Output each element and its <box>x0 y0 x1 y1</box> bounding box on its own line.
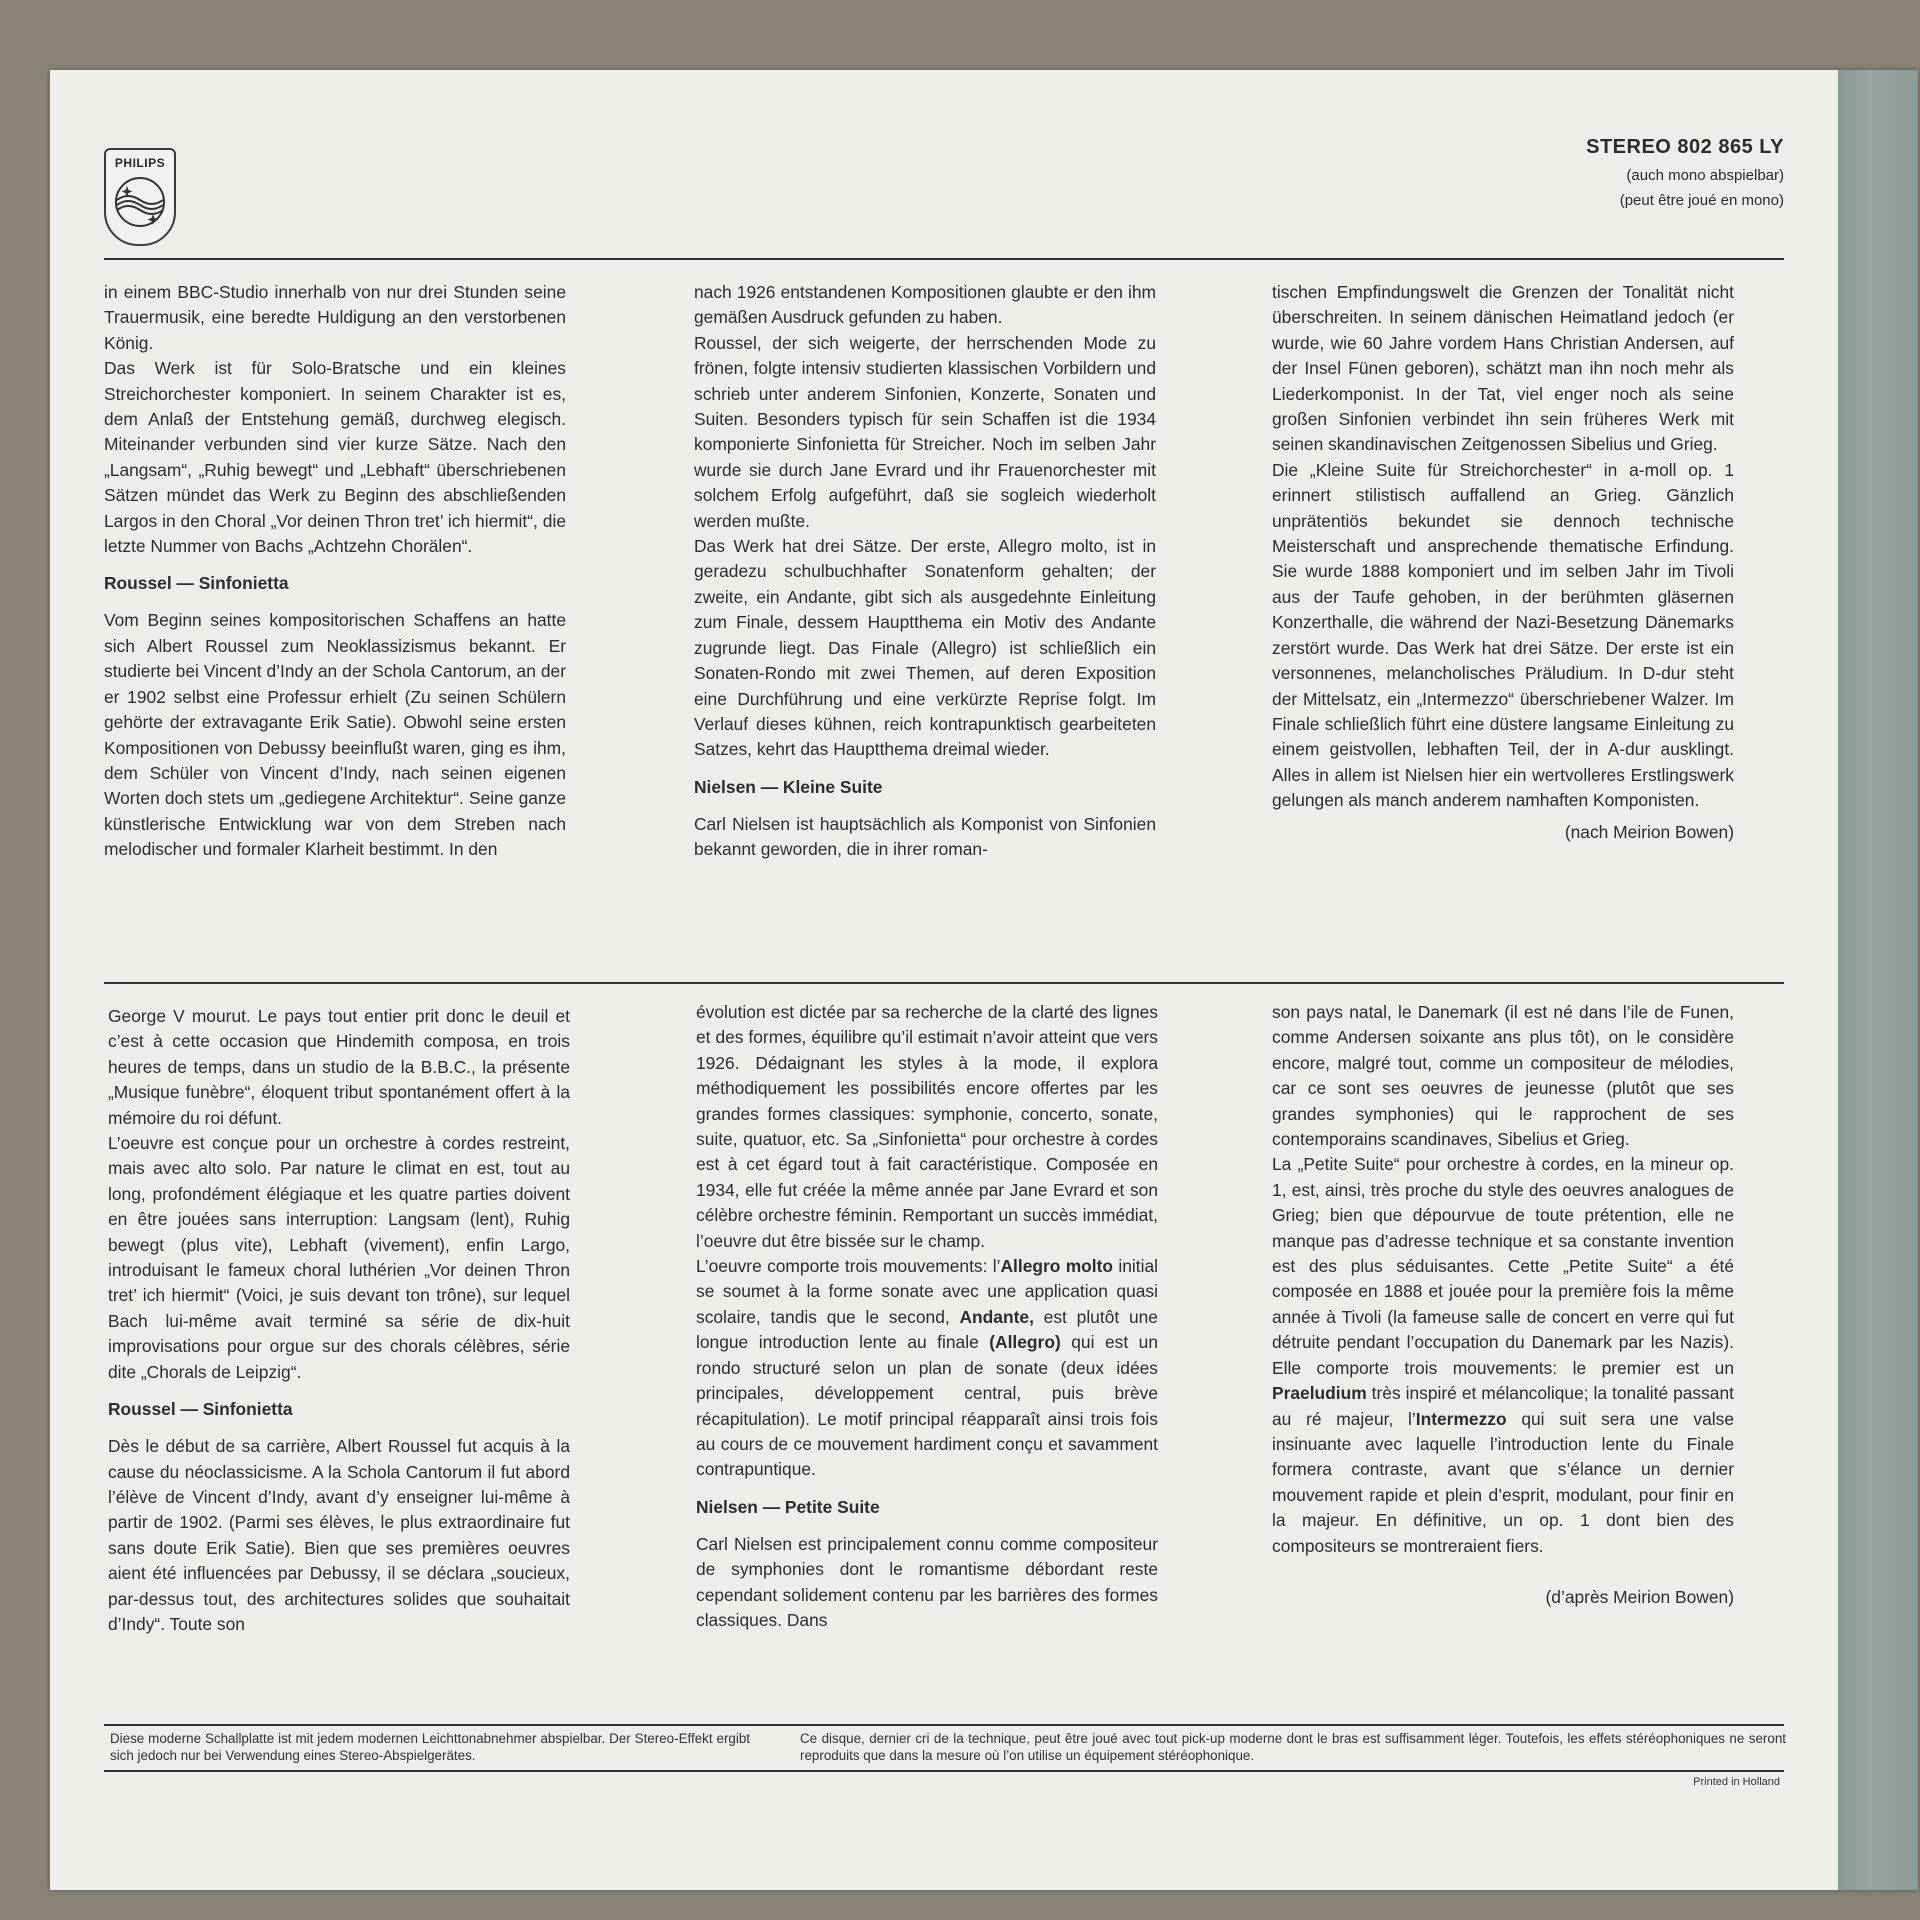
section-heading: Roussel — Sinfonietta <box>108 1399 293 1420</box>
paragraph: L’oeuvre comporte trois mouvements: l’Allegro molto initial se soumet à la forme sonate avec une application quasi scolaire, tandis que le second, Andante, est plutôt une longue introduction lente au finale (Allegro) qui est un rondo structuré selon un plan de sonate (deux idées principales, développement central, puis brève récapitulation). Le motif principal réapparaît ainsi trois fois au cours de ce mouvement hardiment conçu et savamment contrapuntique. <box>696 1256 1158 1480</box>
paragraph: L’oeuvre est conçue pour un orchestre à cordes restreint, mais avec alto solo. Par nature le climat en est, tout au long, profondément élégiaque et les quatre parties doivent en être jouées sans interruption: Langsam (lent), Ruhig bewegt (plus vite), Lebhaft (vivement), enfin Largo, introduisant le fameux choral luthérien „Vor deinen Thron tret’ ich hiermit“ (Voici, je suis devant ton trône), sur lequel Bach lui-même avait terminé sa série de dix-huit improvisations pour orgue sur des chorals célèbres, série dite „Chorals de Leipzig“. <box>108 1133 570 1382</box>
attribution: (nach Meirion Bowen) <box>1564 821 1734 842</box>
sleeve-spine <box>1838 70 1918 1890</box>
record-sleeve-back <box>50 70 1918 1890</box>
printed-in-note: Printed in Holland <box>1693 1776 1780 1788</box>
paragraph: Carl Nielsen est principalement connu comme compositeur de symphonies dont le romantisme débordant reste cependant solidement contenu par les barrières des formes classiques. Dans <box>696 1533 1158 1630</box>
paragraph: Carl Nielsen ist hauptsächlich als Komponist von Sinfonien bekannt geworden, die in ihrer roman- <box>694 813 1156 860</box>
paragraph: son pays natal, le Danemark (il est né dans l’ile de Funen, comme Andersen soixante ans plus tôt), on le considère encore, malgré tout, comme un compositeur de mélodies, car ce sont ses oeuvres de jeunesse (plutôt que ses grandes symphonies) qui le rapprochent de ses contemporains scandinaves, Sibelius et Grieg. <box>1272 1002 1734 1150</box>
attribution: (d’après Meirion Bowen) <box>1545 1586 1734 1607</box>
mono-note-french: (peut être joué en mono) <box>1619 192 1784 209</box>
paragraph: Vom Beginn seines kompositorischen Schaffens an hatte sich Albert Roussel zum Neoklassizismus bekannt. Er studierte bei Vincent d’Indy an der Schola Cantorum, an der er 1902 selbst eine Professur erhielt (Zu seinen Schülern gehörte der extravagante Erik Satie). Obwohl seine ersten Kompositionen von Debussy beeinflußt waren, ging es ihm, dem Schüler von Vincent d’Indy, nach seinen eigenen Worten doch stets um „gediegene Architektur“. Seine ganze künstlerische Entwicklung war von dem Streben nach melodischer und formaler Klarheit bestimmt. In den <box>104 610 566 860</box>
paragraph: évolution est dictée par sa recherche de la clarté des lignes et des formes, équilibre qu’il estimait n’avoir atteint que vers 1926. Dédaignant les styles à la mode, il explora méthodiquement les possibilités encore offertes par les grandes formes classiques: symphonie, concerto, sonate, suite, quatuor, etc. Sa „Sinfonietta“ pour orchestre à cordes est à cet égard tout à fait caractéristique. Composée en 1934, elle fut créée la même année par Jane Evrard et son célèbre orchestre féminin. Remportant un succès immédiat, l’oeuvre dut être bissée sur le champ. <box>696 1002 1158 1251</box>
german-column-3 <box>1272 280 1734 845</box>
section-heading: Roussel — Sinfonietta <box>104 573 289 594</box>
paragraph: Das Werk hat drei Sätze. Der erste, Allegro molto, ist in geradezu schulbuchhafter Sonatenform gehalten; der zweite, ein Andante, gibt sich als ausgedehnte Einleitung zum Finale, dessem Hauptthema ein Motiv des Andante zugrunde liegt. Das Finale (Allegro) ist schließlich ein Sonaten-Rondo mit zwei Themen, auf deren Exposition eine Durchführung und eine verkürzte Reprise folgt. Im Verlauf dieses kühnen, reich kontrapunktisch gearbeiteten Satzes, kehrt das Hauptthema dreimal wieder. <box>694 536 1156 760</box>
mono-note-german: (auch mono abspielbar) <box>1626 167 1784 184</box>
footer-german-note: Diese moderne Schallplatte ist mit jedem modernen Leichttonabnehmer abspielbar. Der Stereo-Effekt ergibt sich jedoch nur bei Verwendung eines Stereo-Abspielgerätes. <box>110 1731 750 1763</box>
paragraph: nach 1926 entstandenen Kompositionen glaubte er den ihm gemäßen Ausdruck gefunden zu haben. <box>694 282 1156 328</box>
french-column-1 <box>108 1004 570 1637</box>
paragraph: Dès le début de sa carrière, Albert Roussel fut acquis à la cause du néoclassicisme. A la Schola Cantorum il fut abord l’élève de Vincent d’Indy, avant d’y enseigner lui-même à partir de 1902. (Parmi ses élèves, le plus extraordinaire fut sans doute Erik Satie). Bien que ses premières oeuvres aient été influencées par Debussy, il se déclara „soucieux, par-dessus tout, des architectures solides que souhaitait d’Indy“. Toute son <box>108 1436 570 1634</box>
french-column-2 <box>696 1000 1158 1633</box>
paragraph: Das Werk ist für Solo-Bratsche und ein kleines Streichorchester komponiert. In seinem Charakter ist es, dem Anlaß der Entstehung gemäß, durchweg elegisch. Miteinander verbunden sind vier kurze Sätze. Nach den „Langsam“, „Ruhig bewegt“ und „Lebhaft“ überschriebenen Sätzen mündet das Werk zu Beginn des abschließenden Largos in den Choral „Vor deinen Thron tret’ ich hiermit“, die letzte Nummer von Bachs „Achtzehn Chorälen“. <box>104 358 566 557</box>
paragraph: in einem BBC-Studio innerhalb von nur drei Stunden seine Trauermusik, eine beredte Huldigung an den verstorbenen König. <box>104 282 566 353</box>
french-column-3 <box>1272 1000 1734 1610</box>
footer-top-divider <box>104 1724 1784 1726</box>
catalog-number: STEREO 802 865 LY <box>1586 136 1784 158</box>
german-column-2 <box>694 280 1156 863</box>
german-column-1 <box>104 280 566 863</box>
footer-french-note: Ce disque, dernier cri de la technique, peut être joué avec tout pick-up moderne dont le bras est suffisamment léger. Toutefois, les effets stéréophoniques ne seront reproduits que dans la mesure où l’on utilise un équipement stéréophonique. <box>800 1731 1786 1763</box>
paragraph: La „Petite Suite“ pour orchestre à cordes, en la mineur op. 1, est, ainsi, très proche du style des oeuvres analogues de Grieg; bien que dépourvue de toute prétention, elle ne manque pas d’adresse technique et sa constante invention est des plus séduisantes. Cette „Petite Suite“ a été composée en 1888 et jouée pour la première fois la même année à Tivoli (la fameuse salle de concert en verre qui fut détruite pendant l’occupation du Danemark par les Nazis). Elle comporte trois mouvements: le premier est un Praeludium très inspiré et mélancolique; la tonalité passant au ré majeur, l’Intermezzo qui suit sera une valse insinuante avec laquelle l’introduction lente du Finale formera contraste, avant que s’élance un dernier mouvement rapide et plein d’esprit, modulant, pour finir en la majeur. En définitive, un op. 1 dont bien des compositeurs se montreraient fiers. <box>1272 1154 1734 1556</box>
paragraph: tischen Empfindungswelt die Grenzen der Tonalität nicht überschreiten. In seinem dänischen Heimatland jedoch (er wurde, wie 60 Jahre vordem Hans Christian Andersen, auf der Insel Fünen geboren), schätzt man ihn noch mehr als Liederkomponist. In der Tat, viel enger noch als seine großen Sinfonien verbindet ihn sein früheres Werk mit seinen skandinavischen Zeitgenossen Sibelius und Grieg. <box>1272 282 1734 455</box>
top-divider <box>104 258 1784 260</box>
paragraph: George V mourut. Le pays tout entier prit donc le deuil et c’est à cette occasion que Hindemith composa, en trois heures de temps, dans un studio de la B.B.C., la présente „Musique funèbre“, éloquent tribut spontanément offert à la mémoire du roi défunt. <box>108 1006 570 1128</box>
section-heading: Nielsen — Petite Suite <box>696 1496 880 1517</box>
philips-shield-icon <box>111 174 169 234</box>
logo-text: PHILIPS <box>114 156 166 170</box>
middle-divider <box>104 982 1784 984</box>
footer-bottom-divider <box>104 1770 1784 1772</box>
catalog-block <box>1586 136 1784 209</box>
paragraph: Die „Kleine Suite für Streichorchester“ in a-moll op. 1 erinnert stilistisch auffallend an Grieg. Gänzlich unprätentiös bekundet sie dennoch technische Meisterschaft und ansprechende thematische Erfindung. Sie wurde 1888 komponiert und im selben Jahr im Tivoli aus der Taufe gehoben, in der berühmten gläsernen Konzerthalle, die während der Nazi-Besetzung Dänemarks zerstört wurde. Das Werk hat drei Sätze. Der erste ist ein versonnenes, melancholisches Präludium. In D-dur steht der Mittelsatz, ein „Intermezzo“ überschriebener Walzer. Im Finale schließlich führt eine düstere langsame Einleitung zu einem geistvollen, lebhaften Teil, der in A-dur ausklingt. Alles in allem ist Nielsen hier ein wertvolleres Erstlingswerk gelungen als manch anderem namhaften Komponisten. <box>1272 459 1734 811</box>
philips-logo <box>104 148 176 246</box>
section-heading: Nielsen — Kleine Suite <box>694 776 883 797</box>
paragraph: Roussel, der sich weigerte, der herrschenden Mode zu frönen, folgte intensiv studierten klassischen Vorbildern und schrieb unter anderem Sinfonien, Konzerte, Sonaten und Suiten. Besonders typisch für sein Schaffen ist die 1934 komponierte Sinfonietta für Streicher. Noch im selben Jahr wurde sie durch Jane Evrard und ihr Frauenorchester mit solchem Erfolg aufgeführt, daß sie sogleich wiederholt werden mußte. <box>694 332 1156 531</box>
